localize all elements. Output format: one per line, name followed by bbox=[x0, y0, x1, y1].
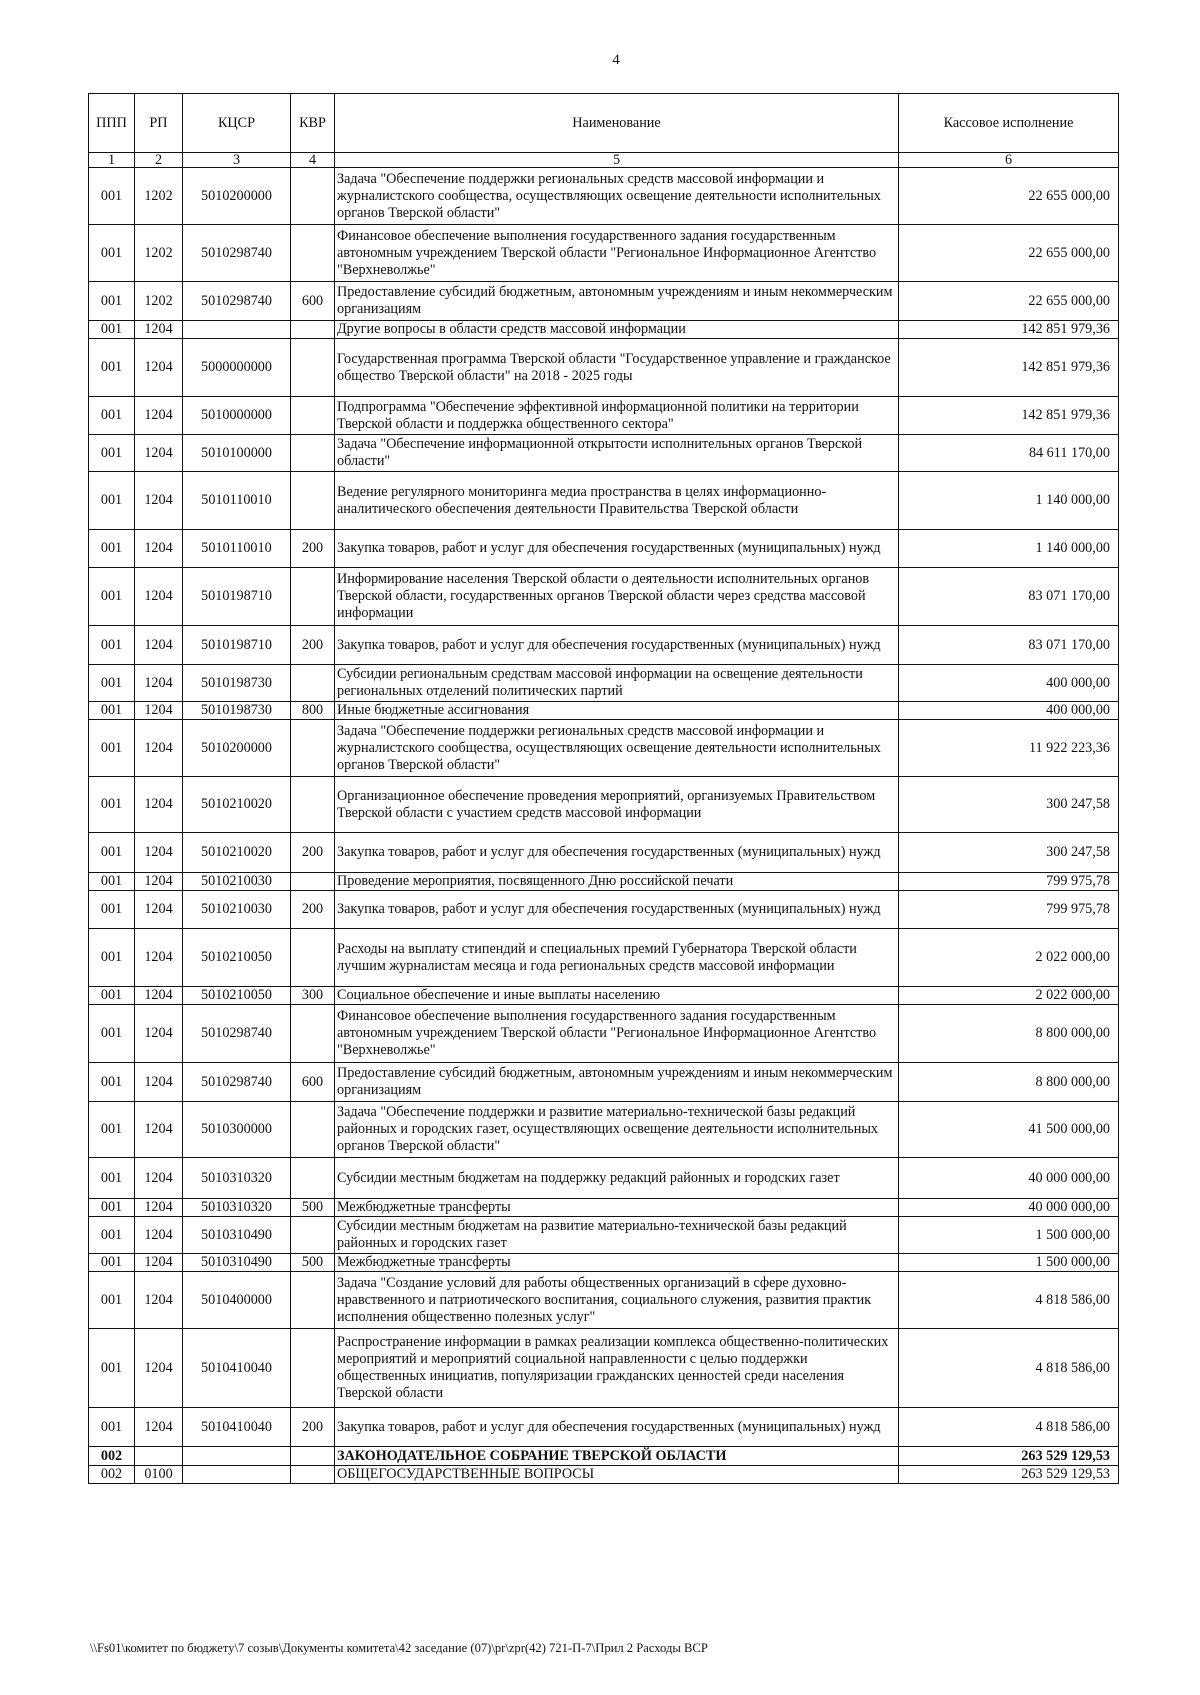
cell-kvr: 300 bbox=[291, 987, 335, 1005]
cell-ppp: 001 bbox=[89, 665, 135, 702]
cell-name: Межбюджетные трансферты bbox=[335, 1199, 899, 1217]
cell-kvr bbox=[291, 472, 335, 530]
cell-kvr: 600 bbox=[291, 1063, 335, 1102]
cell-name: Закупка товаров, работ и услуг для обеспечения государственных (муниципальных) нужд bbox=[335, 530, 899, 568]
cell-kvr bbox=[291, 1447, 335, 1466]
cell-sum: 799 975,78 bbox=[899, 891, 1119, 929]
cell-ppp: 001 bbox=[89, 987, 135, 1005]
table-header-row bbox=[89, 94, 1119, 153]
cell-name: Задача "Создание условий для работы общественных организаций в сфере духовно-нравственного и патриотического воспитания, социального служения, развития практик исполнения общественно полезных услуг" bbox=[335, 1272, 899, 1329]
cell-kvr bbox=[291, 168, 335, 225]
cell-ppp: 001 bbox=[89, 568, 135, 626]
cell-sum: 1 500 000,00 bbox=[899, 1217, 1119, 1254]
cell-ppp: 001 bbox=[89, 702, 135, 720]
cell-kvr bbox=[291, 1005, 335, 1063]
cell-rp: 1204 bbox=[135, 1329, 183, 1408]
cell-sum: 300 247,58 bbox=[899, 777, 1119, 833]
cell-name: Иные бюджетные ассигнования bbox=[335, 702, 899, 720]
column-number: 3 bbox=[183, 153, 291, 168]
column-number: 4 bbox=[291, 153, 335, 168]
cell-rp: 1204 bbox=[135, 1199, 183, 1217]
cell-kcsr: 5010198730 bbox=[183, 665, 291, 702]
cell-sum: 22 655 000,00 bbox=[899, 225, 1119, 282]
cell-ppp: 002 bbox=[89, 1447, 135, 1466]
cell-ppp: 001 bbox=[89, 1102, 135, 1158]
cell-kvr: 200 bbox=[291, 626, 335, 665]
cell-kvr bbox=[291, 435, 335, 472]
cell-kcsr: 5010210030 bbox=[183, 891, 291, 929]
cell-name: Распространение информации в рамках реализации комплекса общественно-политических мероприятий и мероприятий социальной направленности с целью поддержки общественных инициатив, популяризации гражданских ценностей среди населения Тверской области bbox=[335, 1329, 899, 1408]
cell-sum: 1 140 000,00 bbox=[899, 530, 1119, 568]
cell-rp: 1204 bbox=[135, 702, 183, 720]
cell-rp: 1204 bbox=[135, 1272, 183, 1329]
cell-rp: 1204 bbox=[135, 929, 183, 987]
cell-kvr bbox=[291, 1466, 335, 1484]
cell-kcsr bbox=[183, 1466, 291, 1484]
table-row bbox=[89, 321, 1119, 339]
column-number: 1 bbox=[89, 153, 135, 168]
cell-name: Закупка товаров, работ и услуг для обеспечения государственных (муниципальных) нужд bbox=[335, 891, 899, 929]
table-row bbox=[89, 1199, 1119, 1217]
cell-kvr bbox=[291, 665, 335, 702]
cell-kcsr: 5010200000 bbox=[183, 720, 291, 777]
table-row bbox=[89, 833, 1119, 873]
table-row bbox=[89, 397, 1119, 435]
cell-ppp: 001 bbox=[89, 397, 135, 435]
cell-name: ЗАКОНОДАТЕЛЬНОЕ СОБРАНИЕ ТВЕРСКОЙ ОБЛАСТИ bbox=[335, 1447, 899, 1466]
table-row bbox=[89, 929, 1119, 987]
table-row bbox=[89, 1217, 1119, 1254]
cell-ppp: 001 bbox=[89, 833, 135, 873]
table-row bbox=[89, 626, 1119, 665]
cell-ppp: 001 bbox=[89, 1158, 135, 1199]
cell-kvr bbox=[291, 1272, 335, 1329]
cell-name: Расходы на выплату стипендий и специальных премий Губернатора Тверской области лучшим журналистам месяца и года региональных средств массовой информации bbox=[335, 929, 899, 987]
cell-ppp: 001 bbox=[89, 282, 135, 321]
cell-rp: 1204 bbox=[135, 1254, 183, 1272]
cell-kcsr: 5010410040 bbox=[183, 1408, 291, 1447]
cell-kcsr: 5010310320 bbox=[183, 1158, 291, 1199]
cell-ppp: 001 bbox=[89, 435, 135, 472]
table-row bbox=[89, 1102, 1119, 1158]
cell-rp: 1204 bbox=[135, 472, 183, 530]
cell-kvr bbox=[291, 568, 335, 626]
cell-ppp: 001 bbox=[89, 626, 135, 665]
table-row bbox=[89, 987, 1119, 1005]
cell-name: Ведение регулярного мониторинга медиа пространства в целях информационно-аналитического обеспечения деятельности Правительства Тверской области bbox=[335, 472, 899, 530]
cell-kcsr: 5010298740 bbox=[183, 225, 291, 282]
cell-sum: 11 922 223,36 bbox=[899, 720, 1119, 777]
cell-kcsr: 5010198710 bbox=[183, 568, 291, 626]
cell-ppp: 001 bbox=[89, 777, 135, 833]
cell-kcsr: 5010298740 bbox=[183, 1005, 291, 1063]
table-row bbox=[89, 720, 1119, 777]
cell-ppp: 001 bbox=[89, 339, 135, 397]
cell-sum: 41 500 000,00 bbox=[899, 1102, 1119, 1158]
cell-rp: 1204 bbox=[135, 833, 183, 873]
cell-ppp: 001 bbox=[89, 1254, 135, 1272]
cell-name: Закупка товаров, работ и услуг для обеспечения государственных (муниципальных) нужд bbox=[335, 833, 899, 873]
cell-sum: 83 071 170,00 bbox=[899, 568, 1119, 626]
cell-kcsr: 5010210050 bbox=[183, 929, 291, 987]
header-kvr: КВР bbox=[291, 94, 335, 153]
table-row bbox=[89, 339, 1119, 397]
cell-ppp: 001 bbox=[89, 1217, 135, 1254]
cell-kvr: 200 bbox=[291, 530, 335, 568]
cell-ppp: 001 bbox=[89, 1272, 135, 1329]
cell-sum: 8 800 000,00 bbox=[899, 1063, 1119, 1102]
cell-rp: 1202 bbox=[135, 168, 183, 225]
cell-sum: 83 071 170,00 bbox=[899, 626, 1119, 665]
cell-name: Субсидии местным бюджетам на поддержку редакций районных и городских газет bbox=[335, 1158, 899, 1199]
cell-kvr: 800 bbox=[291, 702, 335, 720]
cell-rp: 0100 bbox=[135, 1466, 183, 1484]
cell-name: Государственная программа Тверской области "Государственное управление и гражданское общество Тверской области" на 2018 - 2025 годы bbox=[335, 339, 899, 397]
table-row bbox=[89, 702, 1119, 720]
cell-name: Задача "Обеспечение поддержки и развитие материально-технической базы редакций районных и городских газет, осуществляющих освещение деятельности исполнительных органов Тверской области" bbox=[335, 1102, 899, 1158]
header-sum: Кассовое исполнение bbox=[899, 94, 1119, 153]
cell-rp: 1204 bbox=[135, 339, 183, 397]
cell-sum: 22 655 000,00 bbox=[899, 168, 1119, 225]
file-path-footer: \\Fs01\комитет по бюджету\7 созыв\Документы комитета\42 заседание (07)\pr\zpr(42) 721-П-7\Прил 2 Расходы ВСР bbox=[90, 1641, 708, 1655]
cell-name: Предоставление субсидий бюджетным, автономным учреждениям и иным некоммерческим организациям bbox=[335, 282, 899, 321]
cell-sum: 40 000 000,00 bbox=[899, 1199, 1119, 1217]
cell-name: Закупка товаров, работ и услуг для обеспечения государственных (муниципальных) нужд bbox=[335, 1408, 899, 1447]
table-row bbox=[89, 873, 1119, 891]
cell-rp: 1204 bbox=[135, 891, 183, 929]
cell-rp: 1204 bbox=[135, 530, 183, 568]
cell-sum: 8 800 000,00 bbox=[899, 1005, 1119, 1063]
cell-rp: 1204 bbox=[135, 397, 183, 435]
cell-rp: 1204 bbox=[135, 321, 183, 339]
table-row bbox=[89, 1272, 1119, 1329]
cell-kvr bbox=[291, 1102, 335, 1158]
cell-kcsr: 5010210020 bbox=[183, 777, 291, 833]
cell-sum: 4 818 586,00 bbox=[899, 1272, 1119, 1329]
table-row bbox=[89, 891, 1119, 929]
column-number-row bbox=[89, 153, 1119, 168]
cell-rp: 1204 bbox=[135, 1063, 183, 1102]
cell-name: Финансовое обеспечение выполнения государственного задания государственным автономным учреждением Тверской области "Региональное Информационное Агентство "Верхневолжье" bbox=[335, 1005, 899, 1063]
cell-ppp: 001 bbox=[89, 168, 135, 225]
cell-name: Предоставление субсидий бюджетным, автономным учреждениям и иным некоммерческим организациям bbox=[335, 1063, 899, 1102]
cell-name: Информирование населения Тверской области о деятельности исполнительных органов Тверской области, государственных органов Тверской области через средства массовой информации bbox=[335, 568, 899, 626]
cell-kcsr: 5010298740 bbox=[183, 1063, 291, 1102]
cell-rp: 1204 bbox=[135, 873, 183, 891]
cell-kvr: 200 bbox=[291, 891, 335, 929]
cell-name: Задача "Обеспечение поддержки региональных средств массовой информации и журналистского сообщества, осуществляющих освещение деятельности исполнительных органов Тверской области" bbox=[335, 720, 899, 777]
cell-kcsr: 5010110010 bbox=[183, 530, 291, 568]
cell-sum: 300 247,58 bbox=[899, 833, 1119, 873]
cell-sum: 2 022 000,00 bbox=[899, 929, 1119, 987]
cell-rp bbox=[135, 1447, 183, 1466]
cell-kcsr: 5010210020 bbox=[183, 833, 291, 873]
table-row bbox=[89, 1254, 1119, 1272]
cell-kvr: 500 bbox=[291, 1199, 335, 1217]
cell-ppp: 001 bbox=[89, 873, 135, 891]
table-row bbox=[89, 1408, 1119, 1447]
cell-ppp: 001 bbox=[89, 321, 135, 339]
table-row bbox=[89, 1447, 1119, 1466]
cell-sum: 4 818 586,00 bbox=[899, 1408, 1119, 1447]
cell-name: Субсидии региональным средствам массовой информации на освещение деятельности региональных отделений политических партий bbox=[335, 665, 899, 702]
table-row bbox=[89, 1158, 1119, 1199]
cell-name: Другие вопросы в области средств массовой информации bbox=[335, 321, 899, 339]
table-row bbox=[89, 472, 1119, 530]
cell-rp: 1204 bbox=[135, 720, 183, 777]
table-row bbox=[89, 282, 1119, 321]
table-body bbox=[89, 168, 1119, 1484]
cell-name: Субсидии местным бюджетам на развитие материально-технической базы редакций районных и городских газет bbox=[335, 1217, 899, 1254]
cell-sum: 799 975,78 bbox=[899, 873, 1119, 891]
cell-name: Задача "Обеспечение поддержки региональных средств массовой информации и журналистского сообщества, осуществляющих освещение деятельности исполнительных органов Тверской области" bbox=[335, 168, 899, 225]
cell-sum: 4 818 586,00 bbox=[899, 1329, 1119, 1408]
table-row bbox=[89, 1063, 1119, 1102]
column-number: 6 bbox=[899, 153, 1119, 168]
cell-rp: 1204 bbox=[135, 568, 183, 626]
table-row bbox=[89, 665, 1119, 702]
cell-kvr bbox=[291, 720, 335, 777]
cell-kcsr: 5010100000 bbox=[183, 435, 291, 472]
cell-kcsr: 5010410040 bbox=[183, 1329, 291, 1408]
header-kcsr: КЦСР bbox=[183, 94, 291, 153]
cell-ppp: 001 bbox=[89, 891, 135, 929]
cell-ppp: 001 bbox=[89, 472, 135, 530]
cell-kvr: 500 bbox=[291, 1254, 335, 1272]
cell-kvr bbox=[291, 1329, 335, 1408]
cell-sum: 263 529 129,53 bbox=[899, 1447, 1119, 1466]
cell-kcsr: 5010210030 bbox=[183, 873, 291, 891]
cell-kvr: 600 bbox=[291, 282, 335, 321]
cell-kcsr: 5010110010 bbox=[183, 472, 291, 530]
cell-kcsr: 5010310490 bbox=[183, 1254, 291, 1272]
cell-ppp: 001 bbox=[89, 1005, 135, 1063]
table-row bbox=[89, 530, 1119, 568]
table-row bbox=[89, 1466, 1119, 1484]
cell-kvr bbox=[291, 873, 335, 891]
cell-ppp: 001 bbox=[89, 225, 135, 282]
cell-rp: 1204 bbox=[135, 777, 183, 833]
column-number: 2 bbox=[135, 153, 183, 168]
table-row bbox=[89, 777, 1119, 833]
cell-kvr bbox=[291, 929, 335, 987]
column-number: 5 bbox=[335, 153, 899, 168]
cell-kvr bbox=[291, 777, 335, 833]
cell-kcsr: 5010200000 bbox=[183, 168, 291, 225]
cell-rp: 1204 bbox=[135, 1217, 183, 1254]
cell-kcsr: 5010400000 bbox=[183, 1272, 291, 1329]
cell-ppp: 002 bbox=[89, 1466, 135, 1484]
cell-kcsr: 5010300000 bbox=[183, 1102, 291, 1158]
cell-sum: 84 611 170,00 bbox=[899, 435, 1119, 472]
cell-ppp: 001 bbox=[89, 929, 135, 987]
cell-name: Финансовое обеспечение выполнения государственного задания государственным автономным учреждением Тверской области "Региональное Информационное Агентство "Верхневолжье" bbox=[335, 225, 899, 282]
cell-kcsr bbox=[183, 1447, 291, 1466]
cell-sum: 2 022 000,00 bbox=[899, 987, 1119, 1005]
cell-name: Подпрограмма "Обеспечение эффективной информационной политики на территории Тверской области и поддержка общественного сектора" bbox=[335, 397, 899, 435]
table-row bbox=[89, 1005, 1119, 1063]
cell-name: Социальное обеспечение и иные выплаты населению bbox=[335, 987, 899, 1005]
cell-kcsr: 5010310320 bbox=[183, 1199, 291, 1217]
cell-sum: 1 140 000,00 bbox=[899, 472, 1119, 530]
cell-kvr bbox=[291, 1158, 335, 1199]
cell-rp: 1204 bbox=[135, 1158, 183, 1199]
cell-kcsr: 5010210050 bbox=[183, 987, 291, 1005]
cell-rp: 1204 bbox=[135, 626, 183, 665]
cell-rp: 1204 bbox=[135, 665, 183, 702]
cell-kvr bbox=[291, 397, 335, 435]
cell-rp: 1204 bbox=[135, 1408, 183, 1447]
cell-rp: 1204 bbox=[135, 435, 183, 472]
cell-kvr bbox=[291, 225, 335, 282]
header-name: Наименование bbox=[335, 94, 899, 153]
cell-name: Межбюджетные трансферты bbox=[335, 1254, 899, 1272]
cell-kvr bbox=[291, 321, 335, 339]
cell-kvr: 200 bbox=[291, 833, 335, 873]
cell-ppp: 001 bbox=[89, 720, 135, 777]
cell-kvr: 200 bbox=[291, 1408, 335, 1447]
cell-kcsr: 5010000000 bbox=[183, 397, 291, 435]
cell-sum: 400 000,00 bbox=[899, 665, 1119, 702]
cell-sum: 400 000,00 bbox=[899, 702, 1119, 720]
cell-kcsr: 5010310490 bbox=[183, 1217, 291, 1254]
page-number: 4 bbox=[612, 52, 620, 68]
cell-name: Закупка товаров, работ и услуг для обеспечения государственных (муниципальных) нужд bbox=[335, 626, 899, 665]
cell-kcsr: 5010198710 bbox=[183, 626, 291, 665]
cell-kcsr bbox=[183, 321, 291, 339]
cell-rp: 1204 bbox=[135, 987, 183, 1005]
table-row bbox=[89, 168, 1119, 225]
table-row bbox=[89, 568, 1119, 626]
cell-sum: 142 851 979,36 bbox=[899, 397, 1119, 435]
cell-sum: 142 851 979,36 bbox=[899, 321, 1119, 339]
cell-name: Организационное обеспечение проведения мероприятий, организуемых Правительством Тверской области с участием средств массовой информации bbox=[335, 777, 899, 833]
cell-name: Задача "Обеспечение информационной открытости исполнительных органов Тверской области" bbox=[335, 435, 899, 472]
cell-ppp: 001 bbox=[89, 1329, 135, 1408]
header-rp: РП bbox=[135, 94, 183, 153]
cell-rp: 1202 bbox=[135, 225, 183, 282]
cell-rp: 1204 bbox=[135, 1005, 183, 1063]
cell-ppp: 001 bbox=[89, 1199, 135, 1217]
cell-sum: 263 529 129,53 bbox=[899, 1466, 1119, 1484]
cell-sum: 1 500 000,00 bbox=[899, 1254, 1119, 1272]
expenditure-table bbox=[88, 93, 1119, 1484]
table-row bbox=[89, 435, 1119, 472]
cell-rp: 1204 bbox=[135, 1102, 183, 1158]
cell-kcsr: 5000000000 bbox=[183, 339, 291, 397]
cell-sum: 142 851 979,36 bbox=[899, 339, 1119, 397]
cell-rp: 1202 bbox=[135, 282, 183, 321]
cell-sum: 22 655 000,00 bbox=[899, 282, 1119, 321]
cell-sum: 40 000 000,00 bbox=[899, 1158, 1119, 1199]
cell-kvr bbox=[291, 339, 335, 397]
cell-kcsr: 5010298740 bbox=[183, 282, 291, 321]
cell-ppp: 001 bbox=[89, 530, 135, 568]
cell-kvr bbox=[291, 1217, 335, 1254]
header-ppp: ППП bbox=[89, 94, 135, 153]
cell-kcsr: 5010198730 bbox=[183, 702, 291, 720]
cell-name: Проведение мероприятия, посвященного Дню российской печати bbox=[335, 873, 899, 891]
table-row bbox=[89, 1329, 1119, 1408]
cell-name: ОБЩЕГОСУДАРСТВЕННЫЕ ВОПРОСЫ bbox=[335, 1466, 899, 1484]
cell-ppp: 001 bbox=[89, 1063, 135, 1102]
table-row bbox=[89, 225, 1119, 282]
cell-ppp: 001 bbox=[89, 1408, 135, 1447]
